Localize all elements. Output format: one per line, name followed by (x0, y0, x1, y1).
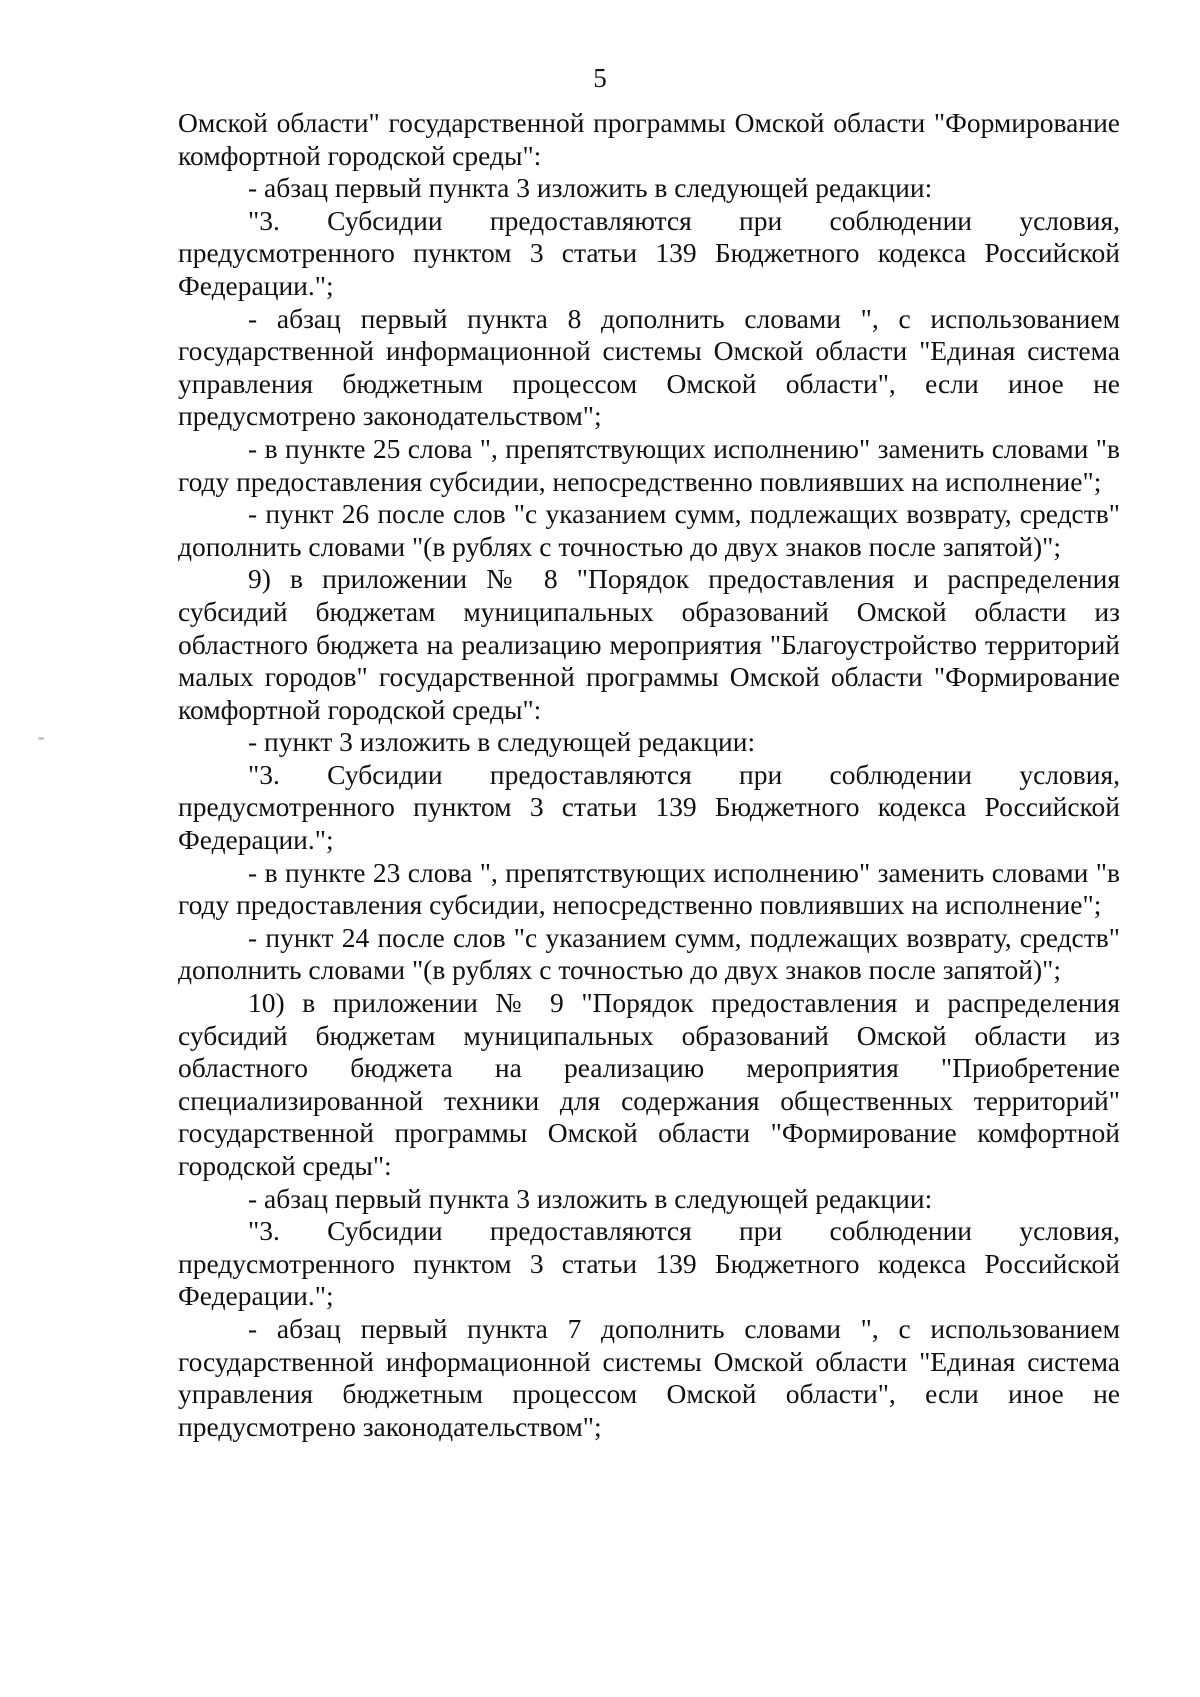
paragraph-item-1: - абзац первый пункта 3 изложить в следующей редакции: (248, 172, 933, 204)
paragraph-item-9: - абзац первый пункта 7 дополнить словами ", с использованием государственной информационной системы Омской области "Единая система управления бюджетным процессом Омской области", если иное не предусмотрено законодательством"; (178, 1312, 1120, 1442)
paragraph-item-5: - пункт 3 изложить в следующей редакции: (248, 726, 756, 758)
paragraph-item-6: - в пункте 23 слова ", препятствующих исполнению" заменить словами "в году предоставления субсидии, непосредственно повлиявших на исполнение"; (178, 856, 1120, 921)
scan-artifact (38, 737, 44, 740)
paragraph-item-8: - абзац первый пункта 3 изложить в следующей редакции: (248, 1182, 933, 1214)
page-number: 5 (593, 63, 607, 93)
paragraph-item-3: - в пункте 25 слова ", препятствующих исполнению" заменить словами "в году предоставления субсидии, непосредственно повлиявших на исполнение"; (178, 432, 1120, 497)
paragraph-item-4: - пункт 26 после слов "с указанием сумм, подлежащих возврату, средств" дополнить словами "(в рублях с точностью до двух знаков после запятой)"; (178, 498, 1120, 562)
paragraph-item-7: - пункт 24 после слов "с указанием сумм, подлежащих возврату, средств" дополнить словами "(в рублях с точностью до двух знаков после запятой)"; (178, 921, 1120, 986)
paragraph-quote-3: "3. Субсидии предоставляются при соблюдении условия, предусмотренного пунктом 3 статьи 139 Бюджетного кодекса Российской Федерации."; (178, 1215, 1120, 1312)
paragraph-quote-2: "3. Субсидии предоставляются при соблюдении условия, предусмотренного пунктом 3 статьи 139 Бюджетного кодекса Российской Федерации."; (178, 758, 1120, 856)
paragraph-item-2: - абзац первый пункта 8 дополнить словами ", с использованием государственной информационной системы Омской области "Единая система управления бюджетным процессом Омской области", если иное не предусмотрено законодательством"; (178, 302, 1120, 432)
paragraph-continuation: Омской области" государственной программы Омской области "Формирование комфортной городской среды": (178, 107, 1120, 171)
document-body (178, 107, 1120, 1443)
paragraph-section-9: 9) в приложении № 8 "Порядок предоставления и распределения субсидий бюджетам муниципальных образований Омской области из областного бюджета на реализацию мероприятия "Благоустройство территорий малых городов" государственной программы Омской области "Формирование комфортной городской среды": (178, 563, 1120, 725)
paragraph-section-10: 10) в приложении № 9 "Порядок предоставления и распределения субсидий бюджетам муниципальных образований Омской области из областного бюджета на реализацию мероприятия "Приобретение специализированной техники для содержания общественных территорий" государственной программы Омской области "Формирование комфортной городской среды": (178, 987, 1120, 1181)
paragraph-quote-1: "3. Субсидии предоставляются при соблюдении условия, предусмотренного пунктом 3 статьи 139 Бюджетного кодекса Российской Федерации."; (178, 204, 1120, 301)
